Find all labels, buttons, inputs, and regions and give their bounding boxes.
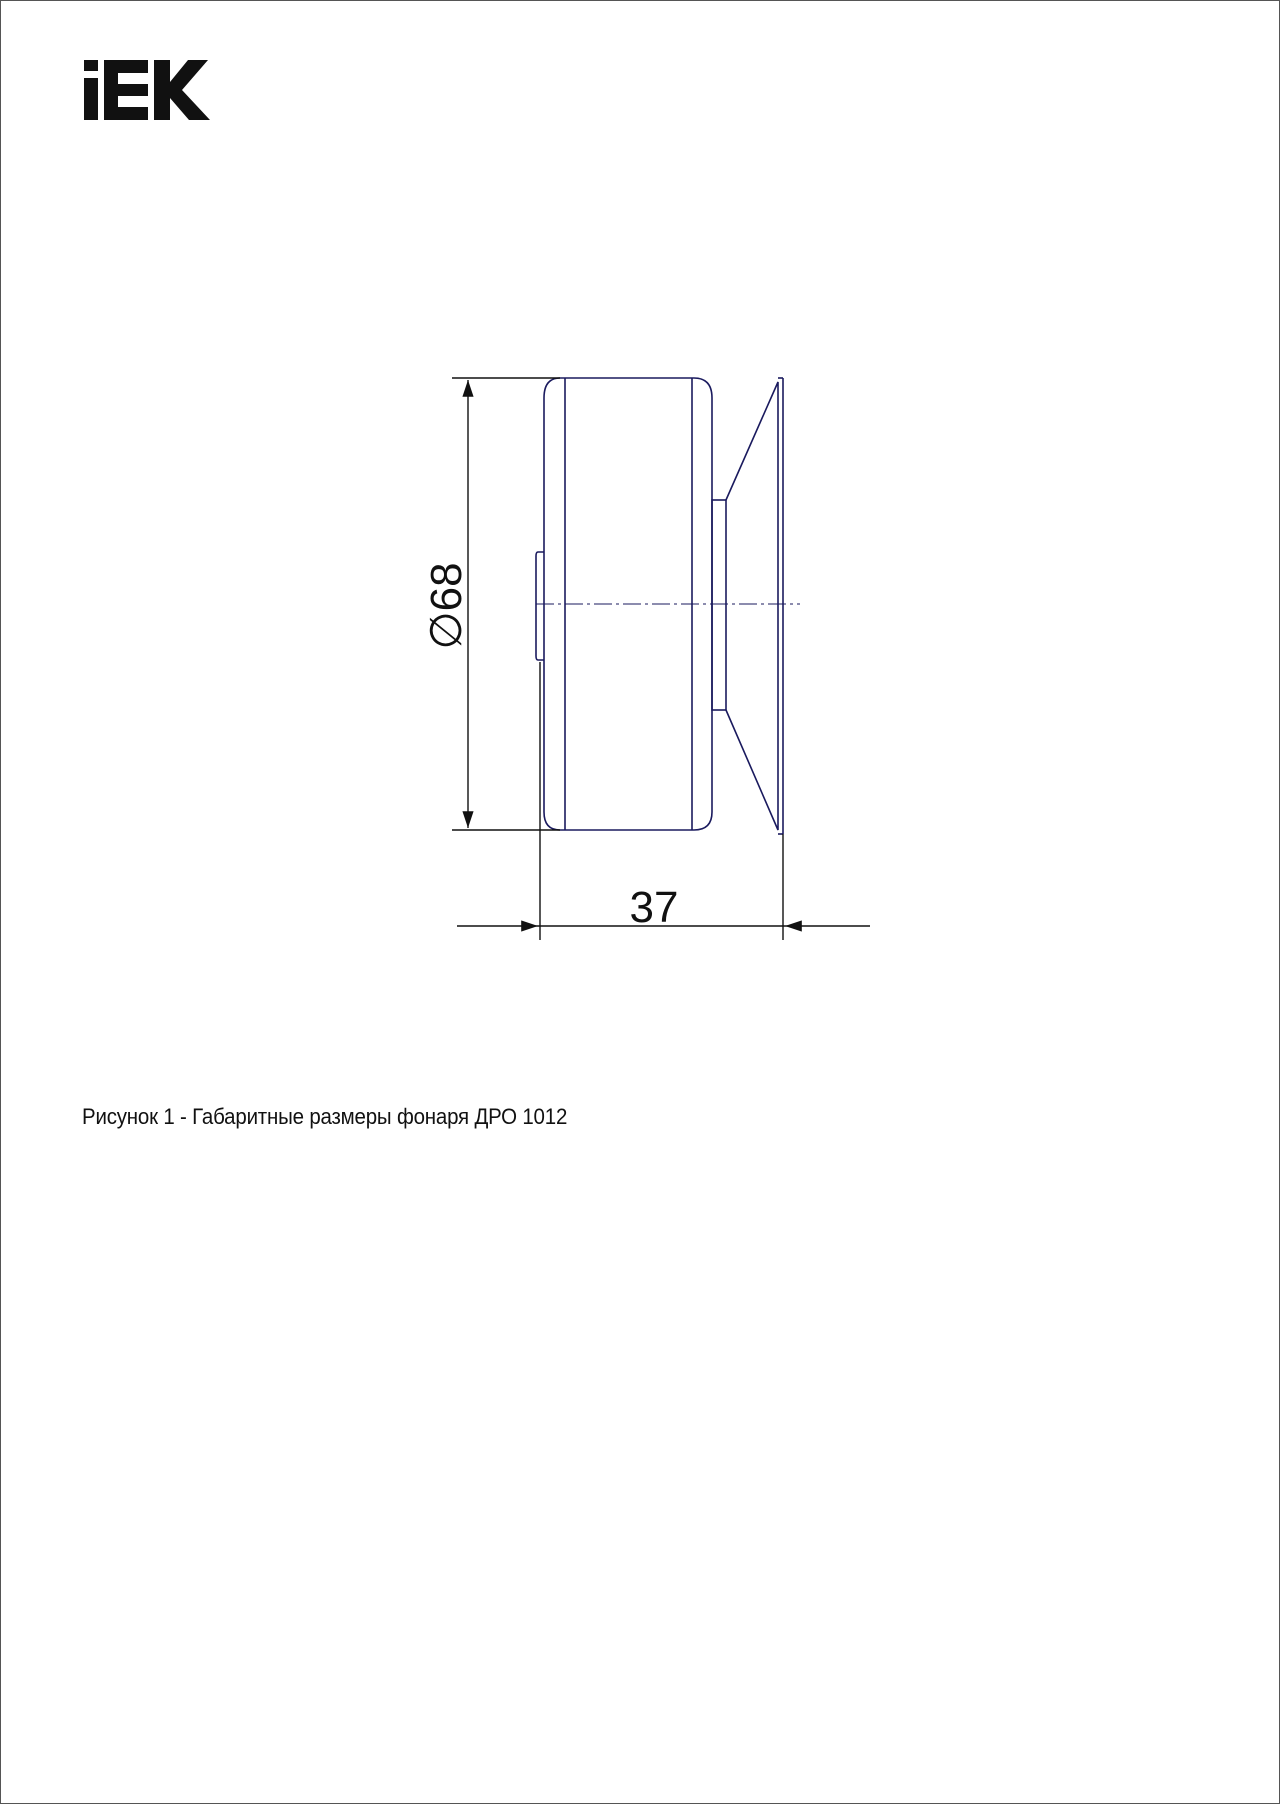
lamp-outline <box>536 378 783 834</box>
depth-label: 37 <box>629 883 679 932</box>
diameter-label: ∅68 <box>422 562 471 650</box>
figure-caption: Рисунок 1 - Габаритные размеры фонаря ДРО 1012 <box>82 1104 568 1129</box>
dimension-lines <box>452 378 870 940</box>
